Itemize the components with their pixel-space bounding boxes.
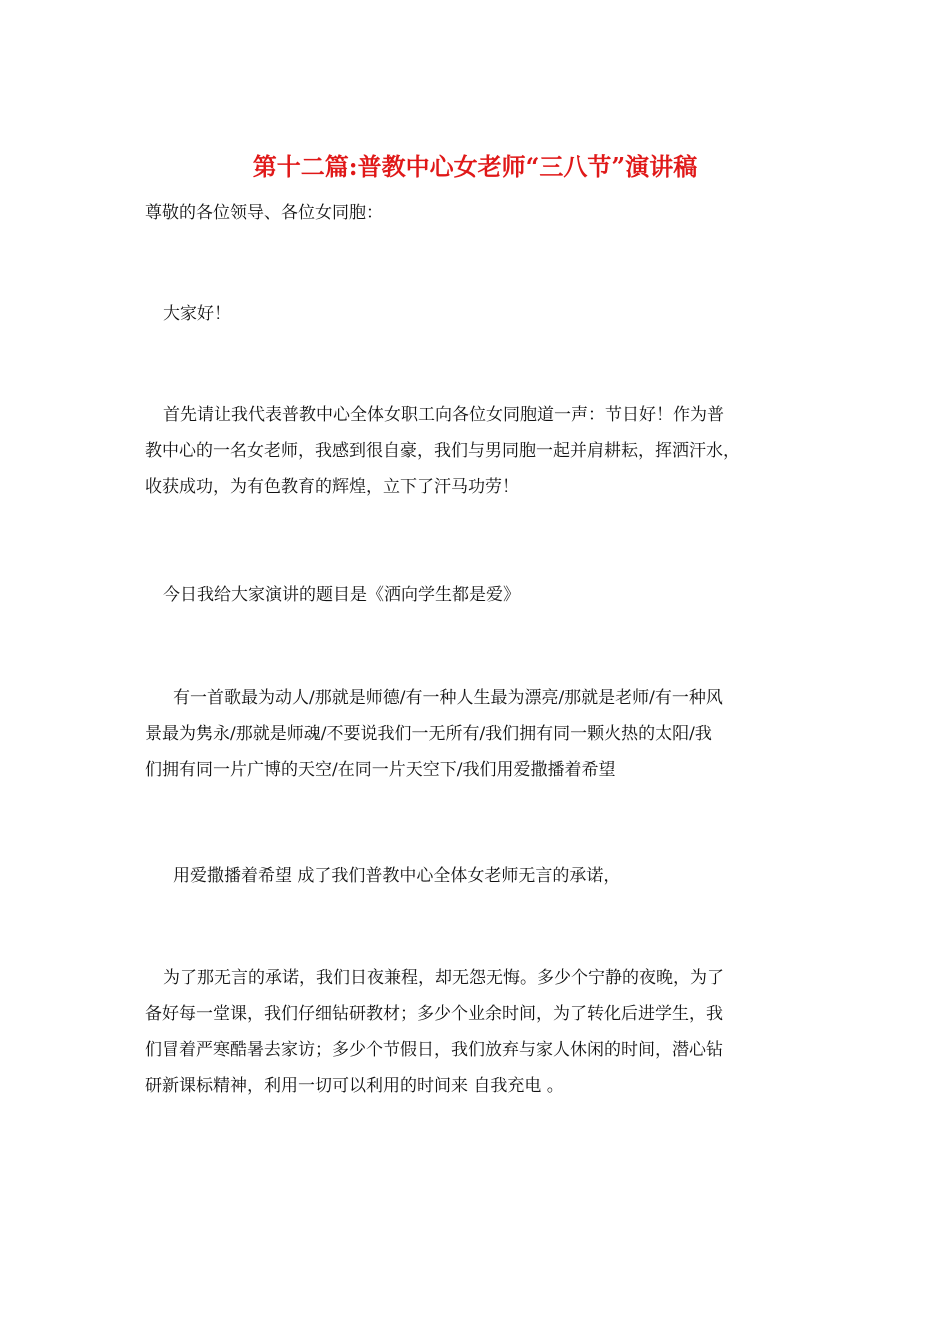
paragraph-line: 为了那无言的承诺，我们日夜兼程，却无怨无悔。多少个宁静的夜晚，为了 — [163, 968, 724, 988]
poem-line: 景最为隽永/那就是师魂/不要说我们一无所有/我们拥有同一颗火热的太阳/我 — [145, 724, 712, 744]
paragraph-promise — [173, 858, 843, 894]
greeting — [163, 296, 833, 332]
paragraph-line: 教中心的一名女老师，我感到很自豪，我们与男同胞一起并肩耕耘，挥洒汗水， — [145, 441, 740, 461]
paragraph-dedication — [145, 960, 815, 1104]
paragraph-line: 备好每一堂课，我们仔细钻研教材；多少个业余时间，为了转化后进学生，我 — [145, 1004, 723, 1024]
paragraph-line: 今日我给大家演讲的题目是《洒向学生都是爱》 — [163, 585, 520, 605]
salutation — [145, 195, 815, 231]
salutation-line: 尊敬的各位领导、各位女同胞： — [145, 203, 383, 223]
paragraph-line: 首先请让我代表普教中心全体女职工向各位女同胞道一声：节日好！作为普 — [163, 405, 724, 425]
paragraph-line: 收获成功，为有色教育的辉煌，立下了汗马功劳！ — [145, 477, 519, 497]
paragraph-line: 用爱撒播着希望 成了我们普教中心全体女老师无言的承诺， — [173, 866, 621, 886]
poem-line: 有一首歌最为动人/那就是师德/有一种人生最为漂亮/那就是老师/有一种风 — [173, 688, 723, 708]
paragraph-topic — [163, 577, 833, 613]
paragraph-line: 们冒着严寒酷暑去家访；多少个节假日，我们放弃与家人休闲的时间，潜心钻 — [145, 1040, 723, 1060]
greeting-line: 大家好！ — [163, 304, 231, 324]
paragraph-line: 研新课标精神，利用一切可以利用的时间来 自我充电 。 — [145, 1076, 564, 1096]
poem-line: 们拥有同一片广博的天空/在同一片天空下/我们用爱撒播着希望 — [145, 760, 616, 780]
poem — [145, 680, 815, 788]
document-title: 第十二篇:普教中心女老师“三八节”演讲稿 — [252, 152, 698, 181]
paragraph-opening — [145, 397, 815, 505]
